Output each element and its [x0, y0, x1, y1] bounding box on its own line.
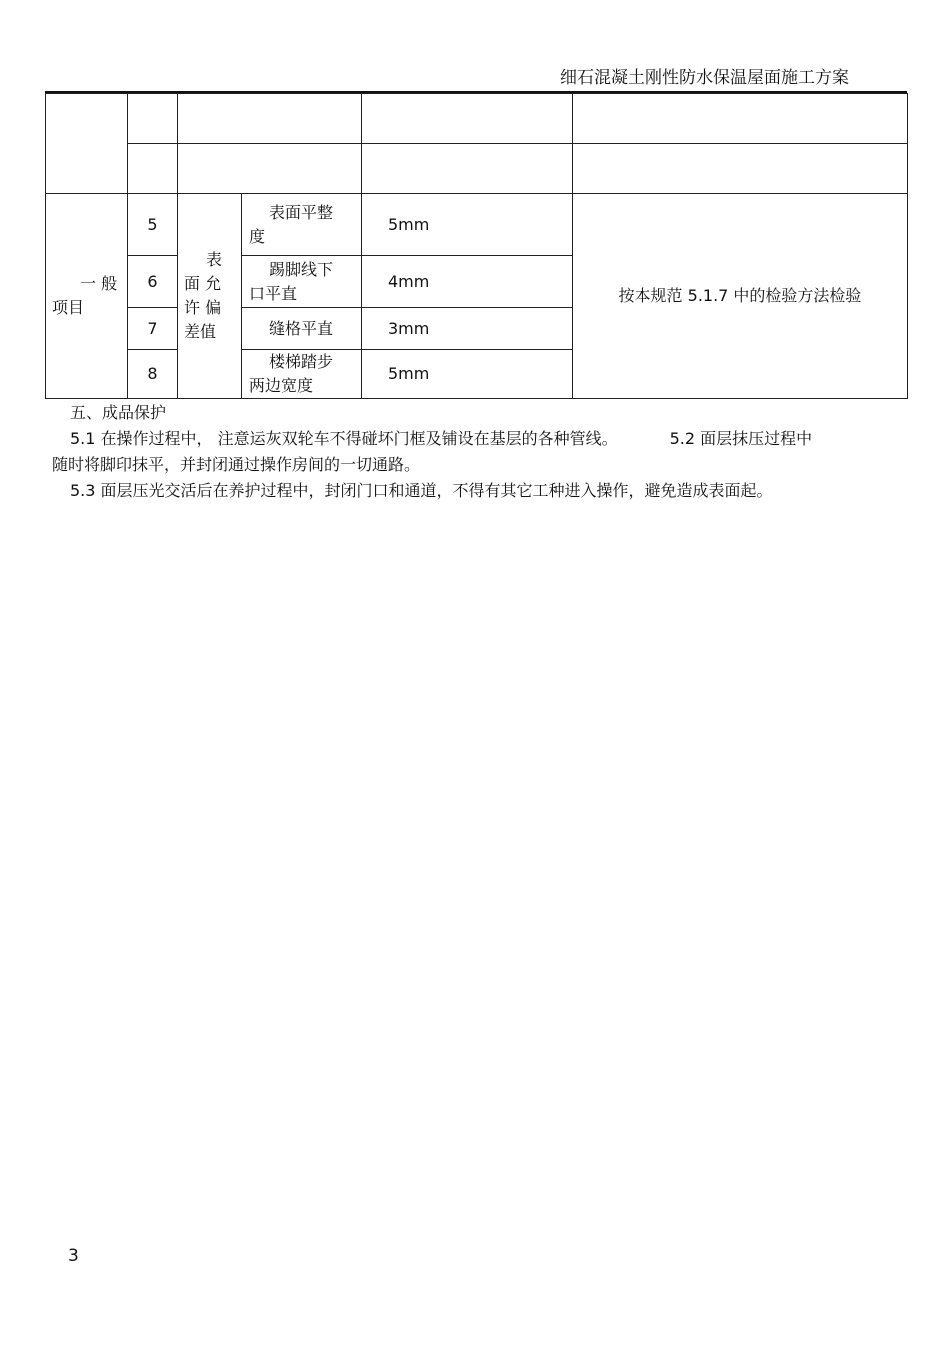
page-number: 3 [68, 1246, 79, 1266]
item-name-line: 踢脚线下 [269, 259, 334, 279]
category-label-line: 面 允 [184, 274, 222, 293]
item-name-line: 两边宽度 [249, 376, 314, 395]
item-name-line: 度 [249, 226, 266, 246]
paragraph-text: 5.1 在操作过程中， 注意运灰双轮车不得碰坏门框及铺设在基层的各种管线。 [70, 429, 618, 448]
section-heading: 五、成品保护 [70, 403, 167, 422]
row-number: 5 [128, 194, 178, 256]
tolerance-value: 5mm [362, 194, 573, 256]
item-name-cell [242, 308, 362, 350]
paragraph-5-3: 5.3 面层压光交活后在养护过程中，封闭门口和通道，不得有其它工种进入操作，避免造成表面起。 [70, 481, 773, 500]
item-name-line: 缝格平直 [269, 318, 334, 338]
category-label-cell [178, 194, 242, 399]
group-label-line: 一 般 [80, 274, 118, 293]
table-cell [573, 144, 908, 194]
row-number: 8 [128, 350, 178, 399]
group-label-line: 项目 [52, 298, 85, 317]
table-cell [573, 94, 908, 144]
table-cell [46, 94, 128, 194]
item-name-line: 表面平整 [269, 202, 334, 222]
paragraph-text: 5.2 面层抹压过程中 [669, 429, 813, 448]
category-label-line: 差值 [184, 322, 217, 341]
tolerance-value: 4mm [362, 256, 573, 308]
row-number: 6 [128, 256, 178, 308]
document-header-title: 细石混凝土刚性防水保温屋面施工方案 [560, 68, 849, 88]
item-name-line: 口平直 [249, 283, 298, 303]
table-row [46, 194, 908, 256]
table-cell [178, 94, 362, 144]
tolerance-value: 5mm [362, 350, 573, 399]
item-name-cell [242, 256, 362, 308]
table-cell [128, 144, 178, 194]
table-row [46, 94, 908, 144]
item-name-cell [242, 350, 362, 399]
table-cell [362, 94, 573, 144]
table-cell [178, 144, 362, 194]
item-name-cell [242, 194, 362, 256]
category-label-line: 表 [206, 250, 223, 269]
row-number: 7 [128, 308, 178, 350]
item-name-line: 楼梯踏步 [269, 352, 334, 371]
group-label-cell [46, 194, 128, 399]
inspection-table [45, 93, 908, 399]
category-label-line: 许 偏 [184, 298, 222, 317]
table-row [46, 144, 908, 194]
paragraph-text: 随时将脚印抹平，并封闭通过操作房间的一切通路。 [52, 455, 421, 474]
table-cell [362, 144, 573, 194]
table-cell [128, 94, 178, 144]
method-cell: 按本规范 5.1.7 中的检验方法检验 [573, 194, 908, 399]
paragraph-5-1 [70, 426, 900, 452]
tolerance-value: 3mm [362, 308, 573, 350]
